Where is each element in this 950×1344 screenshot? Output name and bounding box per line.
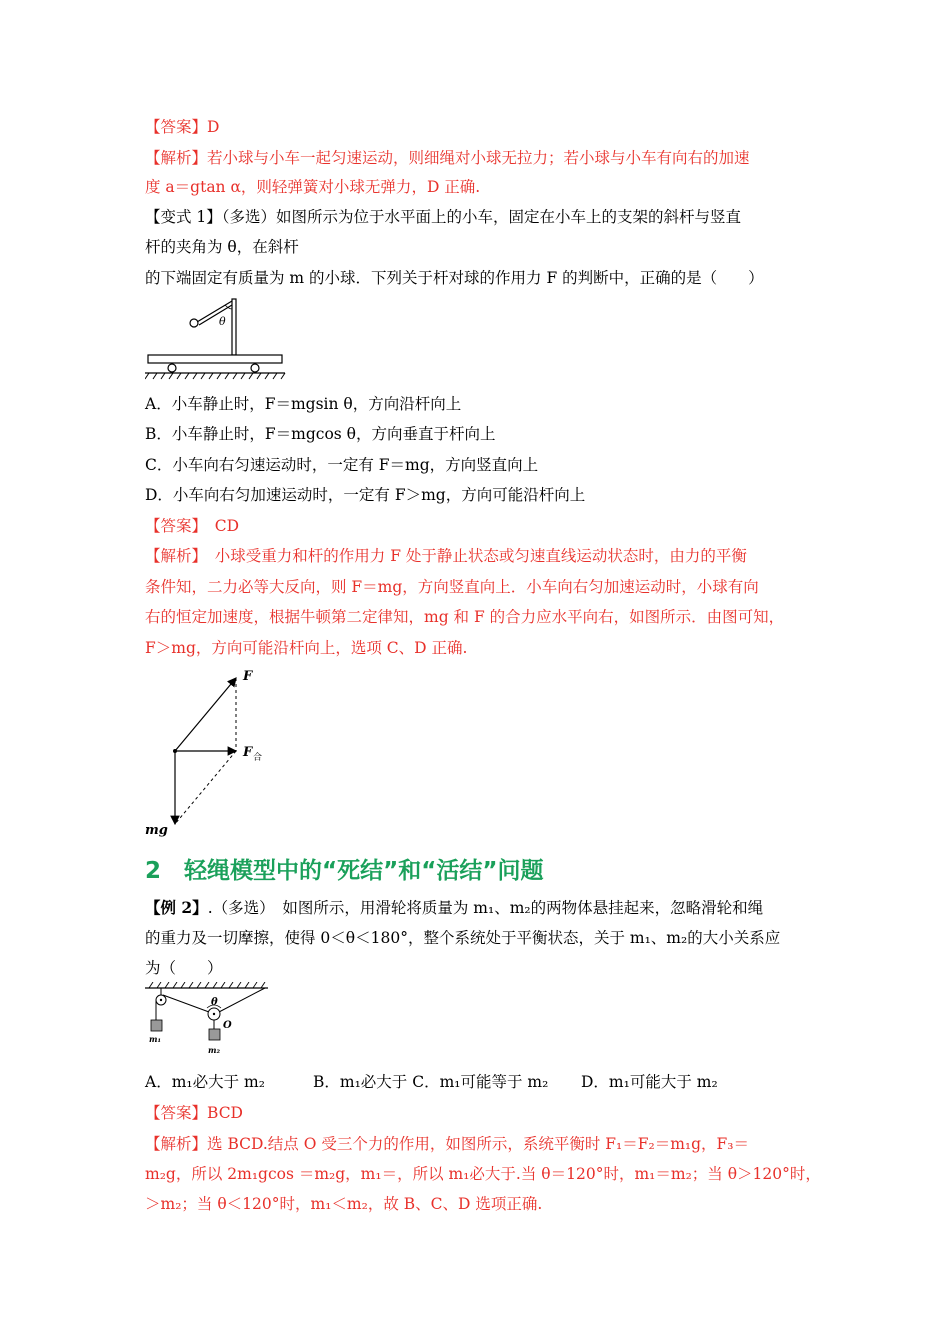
pulley-o: O — [223, 1020, 232, 1031]
option-c: C．小车向右匀速运动时，一定有 F＝mg，方向竖直向上 — [145, 456, 539, 474]
example-option-d: D．m₁可能大于 m₂ — [581, 1073, 718, 1091]
variant-line-2: 杆的夹角为 θ，在斜杆 — [145, 238, 299, 256]
analysis-line-7 — [145, 1134, 749, 1154]
force-label-fnet-sub: 合 — [253, 753, 263, 763]
theta-label: θ — [219, 315, 226, 328]
example-line-2: 的重力及一切摩擦，使得 0＜θ＜180°，整个系统处于平衡状态，关于 m₁、m₂的大小关系应 — [145, 929, 781, 947]
answer-value: D — [207, 118, 220, 136]
analysis-line-6: F＞mg，方向可能沿杆向上，选项 C、D 正确. — [145, 639, 468, 657]
section-title: 2 轻绳模型中的“死结”和“活结”问题 — [145, 858, 544, 884]
option-a: A．小车静止时，F＝mgsin θ，方向沿杆向上 — [145, 395, 462, 413]
answer-line-1 — [145, 117, 219, 137]
answer-label: 【答案】 — [145, 118, 208, 136]
variant-line-3: 的下端固定有质量为 m 的小球．下列关于杆对球的作用力 F 的判断中，正确的是（ ） — [145, 269, 764, 287]
answer-value: BCD — [207, 1104, 243, 1122]
pulley-theta: θ — [211, 997, 218, 1008]
analysis-line-2: 度 a＝gtan α，则轻弹簧对小球无弹力，D 正确. — [145, 178, 481, 196]
answer-line-3 — [145, 1103, 243, 1123]
example-line-3: 为（ ） — [145, 959, 223, 977]
option-b: B．小车静止时，F＝mgcos θ，方向垂直于杆向上 — [145, 425, 496, 443]
force-diagram — [143, 664, 283, 839]
analysis-line-9: ＞m₂；当 θ＜120°时，m₁＜m₂，故 B、C、D 选项正确. — [145, 1195, 543, 1213]
analysis-line-1 — [145, 148, 750, 168]
variant-text-1: （多选）如图所示为位于水平面上的小车，固定在小车上的支架的斜杆与竖直 — [221, 208, 742, 226]
force-label-fnet: F — [243, 745, 253, 760]
option-d: D．小车向右匀加速运动时，一定有 F＞mg，方向可能沿杆向上 — [145, 486, 586, 504]
example-label: 【例 2】 — [145, 898, 208, 917]
example-line-1 — [145, 898, 763, 918]
analysis-line-8: m₂g，所以 2m₁gcos ＝m₂g，m₁＝，所以 m₁必大于.当 θ＝120°时，m₁＝m₂；当 θ＞120°时， — [145, 1165, 821, 1183]
analysis-label: 【解析】 — [145, 1135, 208, 1153]
example-text-1: .（多选） 如图所示，用滑轮将质量为 m₁、m₂的两物体悬挂起来，忽略滑轮和绳 — [207, 899, 764, 917]
analysis-label: 【解析】 — [145, 547, 200, 565]
variant-label: 【变式 1】 — [145, 208, 222, 226]
analysis-line-5: 右的恒定加速度，根据牛顿第二定律知，mg 和 F 的合力应水平向右，如图所示．由图可知， — [145, 608, 785, 626]
answer-label: 【答案】 — [145, 1104, 208, 1122]
example-option-bc: B．m₁必大于 C．m₁可能等于 m₂ — [313, 1073, 549, 1091]
example-options — [145, 1072, 718, 1092]
analysis-text: 若小球与小车一起匀速运动，则细绳对小球无拉力；若小球与小车有向右的加速 — [207, 149, 750, 167]
force-label-f: F — [243, 669, 253, 684]
analysis-line-4: 条件知，二力必等大反向，则 F＝mg，方向竖直向上．小车向右匀加速运动时，小球有向 — [145, 578, 759, 596]
answer-label: 【答案】 — [145, 517, 200, 535]
analysis-line-3 — [145, 546, 747, 566]
force-label-mg: mg — [145, 823, 168, 838]
pulley-m2: m₂ — [208, 1045, 220, 1055]
example-option-a: A．m₁必大于 m₂ — [145, 1073, 265, 1091]
pulley-m1: m₁ — [149, 1034, 161, 1044]
analysis-label: 【解析】 — [145, 149, 208, 167]
analysis-text: 小球受重力和杆的作用力 F 处于静止状态或匀速直线运动状态时，由力的平衡 — [199, 547, 747, 565]
variant-line-1 — [145, 207, 741, 227]
answer-line-2 — [145, 516, 239, 536]
answer-value: CD — [199, 517, 240, 535]
pulley-figure — [143, 982, 273, 1062]
cart-figure — [145, 295, 290, 385]
analysis-text: 选 BCD.结点 O 受三个力的作用，如图所示，系统平衡时 F₁＝F₂＝m₁g，F₃＝ — [207, 1135, 750, 1153]
